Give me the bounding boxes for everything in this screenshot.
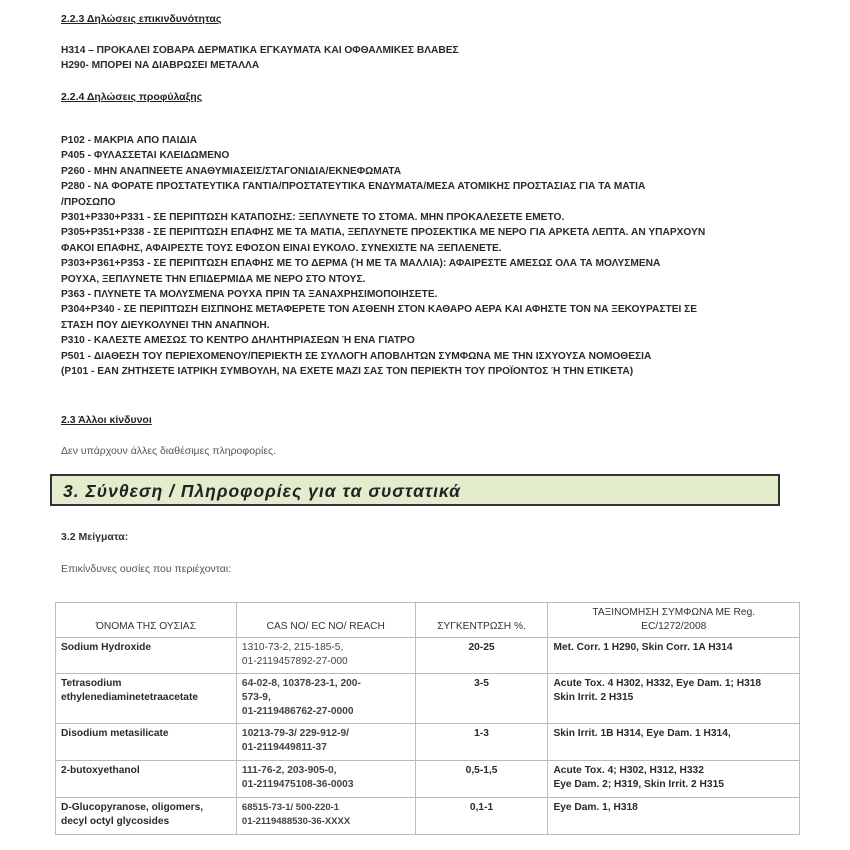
table-row — [56, 798, 800, 835]
precaution-line: P102 - ΜΑΚΡΙΑ ΑΠΟ ΠΑΙΔΙΑ — [61, 135, 198, 146]
precaution-line: ΡΟΥΧΑ, ΞΕΠΛΥΝΕΤΕ ΤΗΝ ΕΠΙΔΕΡΜΙΔΑ ΜΕ ΝΕΡΟ ΣΤΟ ΝΤΟΥΣ. — [61, 273, 366, 285]
cell-cas-number: 68515-73-1/ 500-220-1 01-2119488530-36-XXXX — [236, 798, 415, 835]
section-3-banner — [50, 474, 780, 506]
table-header-row — [56, 603, 800, 638]
cell-cas-number: 111-76-2, 203-905-0, 01-2119475108-36-0003 — [236, 761, 415, 798]
cell-concentration: 0,5-1,5 — [415, 761, 548, 798]
precaution-line: P501 - ΔΙΑΘΕΣΗ ΤΟΥ ΠΕΡΙΕΧΟΜΕΝΟΥ/ΠΕΡΙΕΚΤΗ ΣΕ ΣΥΛΛΟΓΗ ΑΠΟΒΛΗΤΩΝ ΣΥΜΦΩΝΑ ΜΕ ΤΗΝ ΙΣΧΥΟΥΣΑ ΝΟΜΟΘΕΣΙΑ — [61, 350, 652, 362]
composition-table — [55, 602, 800, 835]
precaution-line: ΦΑΚΟΙ ΕΠΑΦΗΣ, ΑΦΑΙΡΕΣΤΕ ΤΟΥΣ ΕΦΟΣΟΝ ΕΙΝΑΙ ΕΥΚΟΛΟ. ΣΥΝΕΧΙΣΤΕ ΝΑ ΞΕΠΛΕΝΕΤΕ. — [61, 242, 502, 254]
cell-substance-name: Sodium Hydroxide — [56, 638, 237, 674]
section-3-title: 3. Σύνθεση / Πληροφορίες για τα συστατικά — [63, 481, 462, 501]
cell-substance-name: Tetrasodium ethylenediaminetetraacetate — [56, 674, 237, 724]
cell-classification: Acute Tox. 4; H302, H312, H332 Eye Dam. 2; H319, Skin Irrit. 2 H315 — [548, 761, 800, 798]
precautionary-statements-heading: 2.2.4 Δηλώσεις προφύλαξης — [61, 91, 203, 103]
precautionary-statements-list — [61, 133, 705, 380]
header-cas-ec-reach: CAS NO/ EC NO/ REACH — [236, 603, 415, 638]
mixtures-intro: Επικίνδυνες ουσίες που περιέχονται: — [61, 563, 232, 575]
header-substance-name: ΌΝΟΜΑ ΤΗΣ ΟΥΣΙΑΣ — [56, 603, 237, 638]
header-classification — [548, 603, 800, 638]
precaution-line: P305+P351+P338 - ΣΕ ΠΕΡΙΠΤΩΣΗ ΕΠΑΦΗΣ ΜΕ ΤΑ ΜΑΤΙΑ, ΞΕΠΛΥΝΕΤΕ ΠΡΟΣΕΚΤΙΚΑ ΜΕ ΝΕΡΟ ΓΙΑ ΑΡΚΕΤΑ ΛΕΠΤΑ. ΑΝ ΥΠΑΡΧΟΥΝ — [61, 227, 706, 239]
cell-concentration: 1-3 — [415, 724, 548, 761]
precaution-line: P303+P361+P353 - ΣΕ ΠΕΡΙΠΤΩΣΗ ΕΠΑΦΗΣ ΜΕ ΤΟ ΔΕΡΜΑ (Ή ΜΕ ΤΑ ΜΑΛΛΙΑ): ΑΦΑΙΡΕΣΤΕ ΑΜΕΣΩΣ ΟΛΑ ΤΑ ΜΟΛΥΣΜΕΝΑ — [61, 258, 661, 270]
cell-cas-number: 10213-79-3/ 229-912-9/ 01-2119449811-37 — [236, 724, 415, 761]
cell-concentration: 3-5 — [415, 674, 548, 724]
table-row — [56, 761, 800, 798]
cell-cas-number: 1310-73-2, 215-185-5, 01-2119457892-27-000 — [236, 638, 415, 674]
cell-classification: Eye Dam. 1, H318 — [548, 798, 800, 835]
cell-classification: Skin Irrit. 1B H314, Eye Dam. 1 H314, — [548, 724, 800, 761]
precaution-line: P280 - ΝΑ ΦΟΡΑΤΕ ΠΡΟΣΤΑΤΕΥΤΙΚΑ ΓΑΝΤΙΑ/ΠΡΟΣΤΑΤΕΥΤΙΚΑ ΕΝΔΥΜΑΤΑ/ΜΕΣΑ ΑΤΟΜΙΚΗΣ ΠΡΟΣΤΑΣΙΑΣ ΓΙΑ ΤΑ ΜΑΤΙΑ — [61, 181, 646, 193]
cell-cas-number: 64-02-8, 10378-23-1, 200- 573-9, 01-2119486762-27-0000 — [236, 674, 415, 724]
cell-substance-name: D-Glucopyranose, oligomers, decyl octyl glycosides — [56, 798, 237, 835]
cell-concentration: 20-25 — [415, 638, 548, 674]
cell-substance-name: 2-butoxyethanol — [56, 761, 237, 798]
hazard-statements-list — [61, 43, 459, 74]
precaution-line: P260 - ΜΗΝ ΑΝΑΠΝΕΕΤΕ ΑΝΑΘΥΜΙΑΣΕΙΣ/ΣΤΑΓΟΝΙΔΙΑ/ΕΚΝΕΦΩΜΑΤΑ — [61, 165, 402, 177]
header-classification-line1: ΤΑΞΙΝΟΜΗΣΗ ΣΥΜΦΩΝΑ ΜΕ Reg. — [592, 607, 756, 618]
cell-substance-name: Disodium metasilicate — [56, 724, 237, 761]
table-row — [56, 674, 800, 724]
hazard-statements-heading: 2.2.3 Δηλώσεις επικινδυνότητας — [61, 13, 222, 25]
cell-classification: Met. Corr. 1 H290, Skin Corr. 1A H314 — [548, 638, 800, 674]
precaution-line: P310 - ΚΑΛΕΣΤΕ ΑΜΕΣΩΣ ΤΟ ΚΕΝΤΡΟ ΔΗΛΗΤΗΡΙΑΣΕΩΝ Ή ΕΝΑ ΓΙΑΤΡΟ — [61, 335, 415, 347]
mixtures-heading: 3.2 Μείγματα: — [61, 531, 129, 543]
hazard-statement: H314 – ΠΡΟΚΑΛΕΙ ΣΟΒΑΡΑ ΔΕΡΜΑΤΙΚΑ ΕΓΚΑΥΜΑΤΑ ΚΑΙ ΟΦΘΑΛΜΙΚΕΣ ΒΛΑΒΕΣ — [61, 45, 459, 56]
other-hazards-heading: 2.3 Άλλοι κίνδυνοι — [61, 414, 152, 426]
precaution-line: ΣΤΑΣΗ ΠΟΥ ΔΙΕΥΚΟΛΥΝΕΙ ΤΗΝ ΑΝΑΠΝΟΗ. — [61, 319, 270, 331]
cell-concentration: 0,1-1 — [415, 798, 548, 835]
cell-classification: Acute Tox. 4 H302, H332, Eye Dam. 1; H318 Skin Irrit. 2 H315 — [548, 674, 800, 724]
header-concentration: ΣΥΓΚΕΝΤΡΩΣΗ %. — [415, 603, 548, 638]
precaution-line: P363 - ΠΛΥΝΕΤΕ ΤΑ ΜΟΛΥΣΜΕΝΑ ΡΟΥΧΑ ΠΡΙΝ ΤΑ ΞΑΝΑΧΡΗΣΙΜΟΠΟΙΗΣΕΤΕ. — [61, 289, 438, 301]
precaution-line: /ΠΡΟΣΩΠΟ — [61, 196, 116, 208]
precaution-line: P304+P340 - ΣΕ ΠΕΡΙΠΤΩΣΗ ΕΙΣΠΝΟΗΣ ΜΕΤΑΦΕΡΕΤΕ ΤΟΝ ΑΣΘΕΝΗ ΣΤΟΝ ΚΑΘΑΡΟ ΑΕΡΑ ΚΑΙ ΑΦΗΣΤΕ ΤΟΝ ΝΑ ΞΕΚΟΥΡΑΣΤΕΙ ΣΕ — [61, 304, 698, 316]
other-hazards-text: Δεν υπάρχουν άλλες διαθέσιμες πληροφορίες. — [61, 445, 276, 457]
header-classification-line2: EC/1272/2008 — [641, 621, 707, 632]
table-row — [56, 638, 800, 674]
precaution-line: P301+P330+P331 - ΣΕ ΠΕΡΙΠΤΩΣΗ ΚΑΤΑΠΟΣΗΣ: ΞΕΠΛΥΝΕΤΕ ΤΟ ΣΤΟΜΑ. ΜΗΝ ΠΡΟΚΑΛΕΣΕΤΕ ΕΜΕΤΟ. — [61, 212, 565, 224]
table-row — [56, 724, 800, 761]
precaution-line: (P101 - ΕΑΝ ΖΗΤΗΣΕΤΕ ΙΑΤΡΙΚΗ ΣΥΜΒΟΥΛΗ, ΝΑ ΕΧΕΤΕ ΜΑΖΙ ΣΑΣ ΤΟΝ ΠΕΡΙΕΚΤΗ ΤΟΥ ΠΡΟΪΟΝΤΟΣ Ή ΤΗΝ ΕΤΙΚΕΤΑ) — [61, 366, 634, 378]
precaution-line: P405 - ΦΥΛΑΣΣΕΤΑΙ ΚΛΕΙΔΩΜΕΝΟ — [61, 150, 230, 162]
hazard-statement: H290- ΜΠΟΡΕΙ ΝΑ ΔΙΑΒΡΩΣΕΙ ΜΕΤΑΛΛΑ — [61, 60, 260, 72]
